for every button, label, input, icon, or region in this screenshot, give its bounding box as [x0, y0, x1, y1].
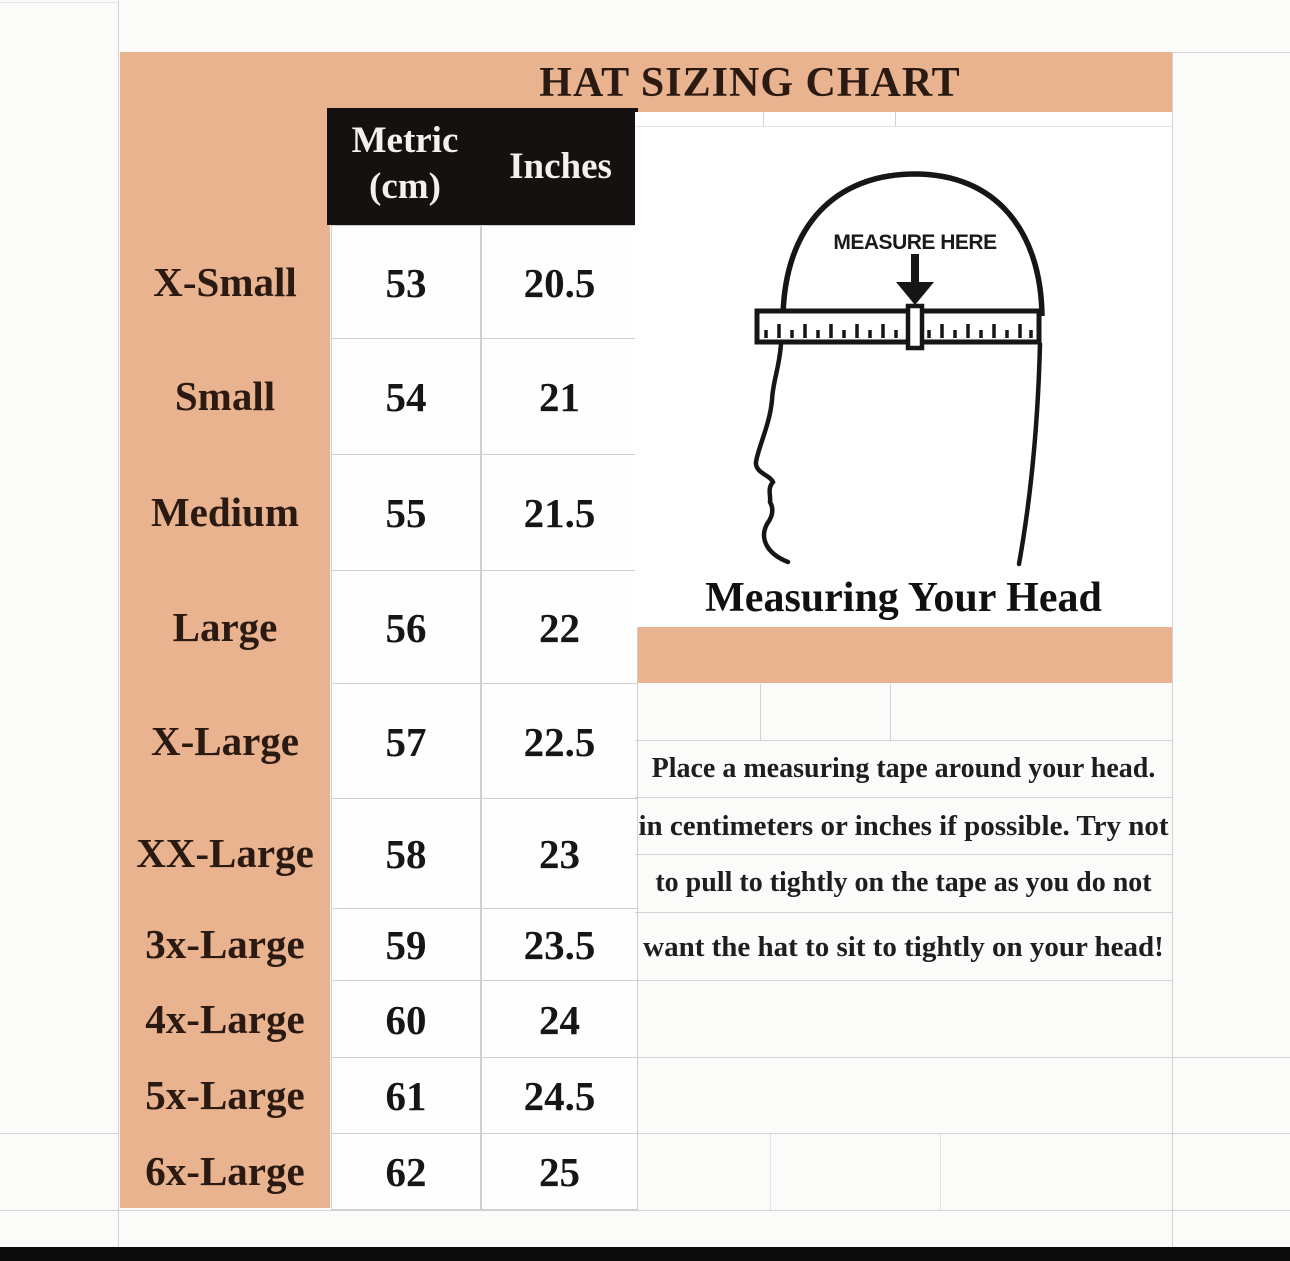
gridline	[635, 980, 1172, 981]
inches-value: 22.5	[481, 683, 638, 800]
head-illustration	[635, 112, 1172, 627]
size-label: 6x-Large	[145, 1147, 305, 1194]
instruction-line: Place a measuring tape around your head.	[651, 753, 1156, 784]
gridline	[895, 112, 896, 126]
gridline	[940, 1134, 941, 1210]
inches-value: 24	[481, 980, 638, 1059]
inches-value: 20.5	[481, 225, 638, 340]
head-illustration-panel	[635, 112, 1172, 627]
size-label: Large	[172, 603, 278, 650]
metric-value: 56	[331, 570, 481, 685]
size-label: X-Large	[150, 717, 299, 764]
metric-value: 59	[331, 908, 481, 982]
inches-value: 21	[481, 338, 638, 456]
gridline	[890, 684, 891, 740]
metric-value: 58	[331, 798, 481, 910]
inches-value: 23	[481, 798, 638, 910]
page-title: HAT SIZING CHART	[539, 60, 961, 106]
size-label: Medium	[150, 489, 300, 535]
inches-value: 24.5	[481, 1057, 638, 1135]
gridline	[1172, 52, 1173, 1247]
metric-value: 62	[331, 1133, 481, 1210]
metric-value: 57	[331, 683, 481, 800]
tape-measure-band	[757, 311, 1039, 342]
inches-column-header: Inches	[509, 146, 612, 187]
neck-outline	[1019, 344, 1040, 564]
metric-value: 54	[331, 338, 481, 456]
size-label: XX-Large	[136, 830, 314, 876]
gridline	[763, 112, 764, 126]
gridline	[760, 684, 761, 740]
size-label: 4x-Large	[145, 995, 305, 1042]
metric-column-header	[327, 118, 483, 210]
face-profile-outline	[756, 344, 788, 562]
gridline	[0, 1133, 118, 1134]
gridline	[635, 1057, 1290, 1058]
instruction-line: want the hat to sit to tightly on your head!	[643, 930, 1164, 963]
size-label: X-Small	[153, 258, 297, 305]
metric-value: 61	[331, 1057, 481, 1135]
metric-column-header-line1: Metric	[351, 120, 459, 161]
gridline	[635, 740, 1172, 741]
inches-value: 21.5	[481, 454, 638, 572]
down-arrow-icon	[896, 282, 934, 305]
gridline	[770, 1134, 771, 1210]
metric-column-header-line2: (cm)	[369, 166, 441, 207]
size-label: 3x-Large	[145, 921, 305, 967]
gridline	[0, 1210, 1290, 1211]
gridline	[0, 2, 118, 3]
gridline	[635, 854, 1172, 855]
gridline	[635, 1133, 1290, 1134]
gridline	[1172, 52, 1290, 53]
measure-here-label: MEASURE HERE	[833, 231, 997, 254]
inches-value: 23.5	[481, 908, 638, 982]
instruction-line: to pull to tightly on the tape as you do not	[655, 867, 1152, 898]
metric-value: 53	[331, 225, 481, 340]
bottom-crop-bar	[0, 1247, 1290, 1261]
size-label: 5x-Large	[145, 1072, 305, 1118]
gridline	[635, 126, 1172, 127]
gridline	[635, 797, 1172, 798]
metric-value: 55	[331, 454, 481, 572]
table-header	[327, 108, 638, 225]
instruction-line: in centimeters or inches if possible. Try not	[638, 809, 1169, 842]
gridline	[118, 0, 119, 1247]
inches-value: 22	[481, 570, 638, 685]
metric-value: 60	[331, 980, 481, 1059]
illustration-caption: Measuring Your Head	[705, 574, 1102, 621]
divider-band	[635, 627, 1172, 683]
tape-buckle	[908, 306, 922, 348]
size-label: Small	[174, 373, 276, 419]
inches-value: 25	[481, 1133, 638, 1210]
gridline	[635, 912, 1172, 913]
